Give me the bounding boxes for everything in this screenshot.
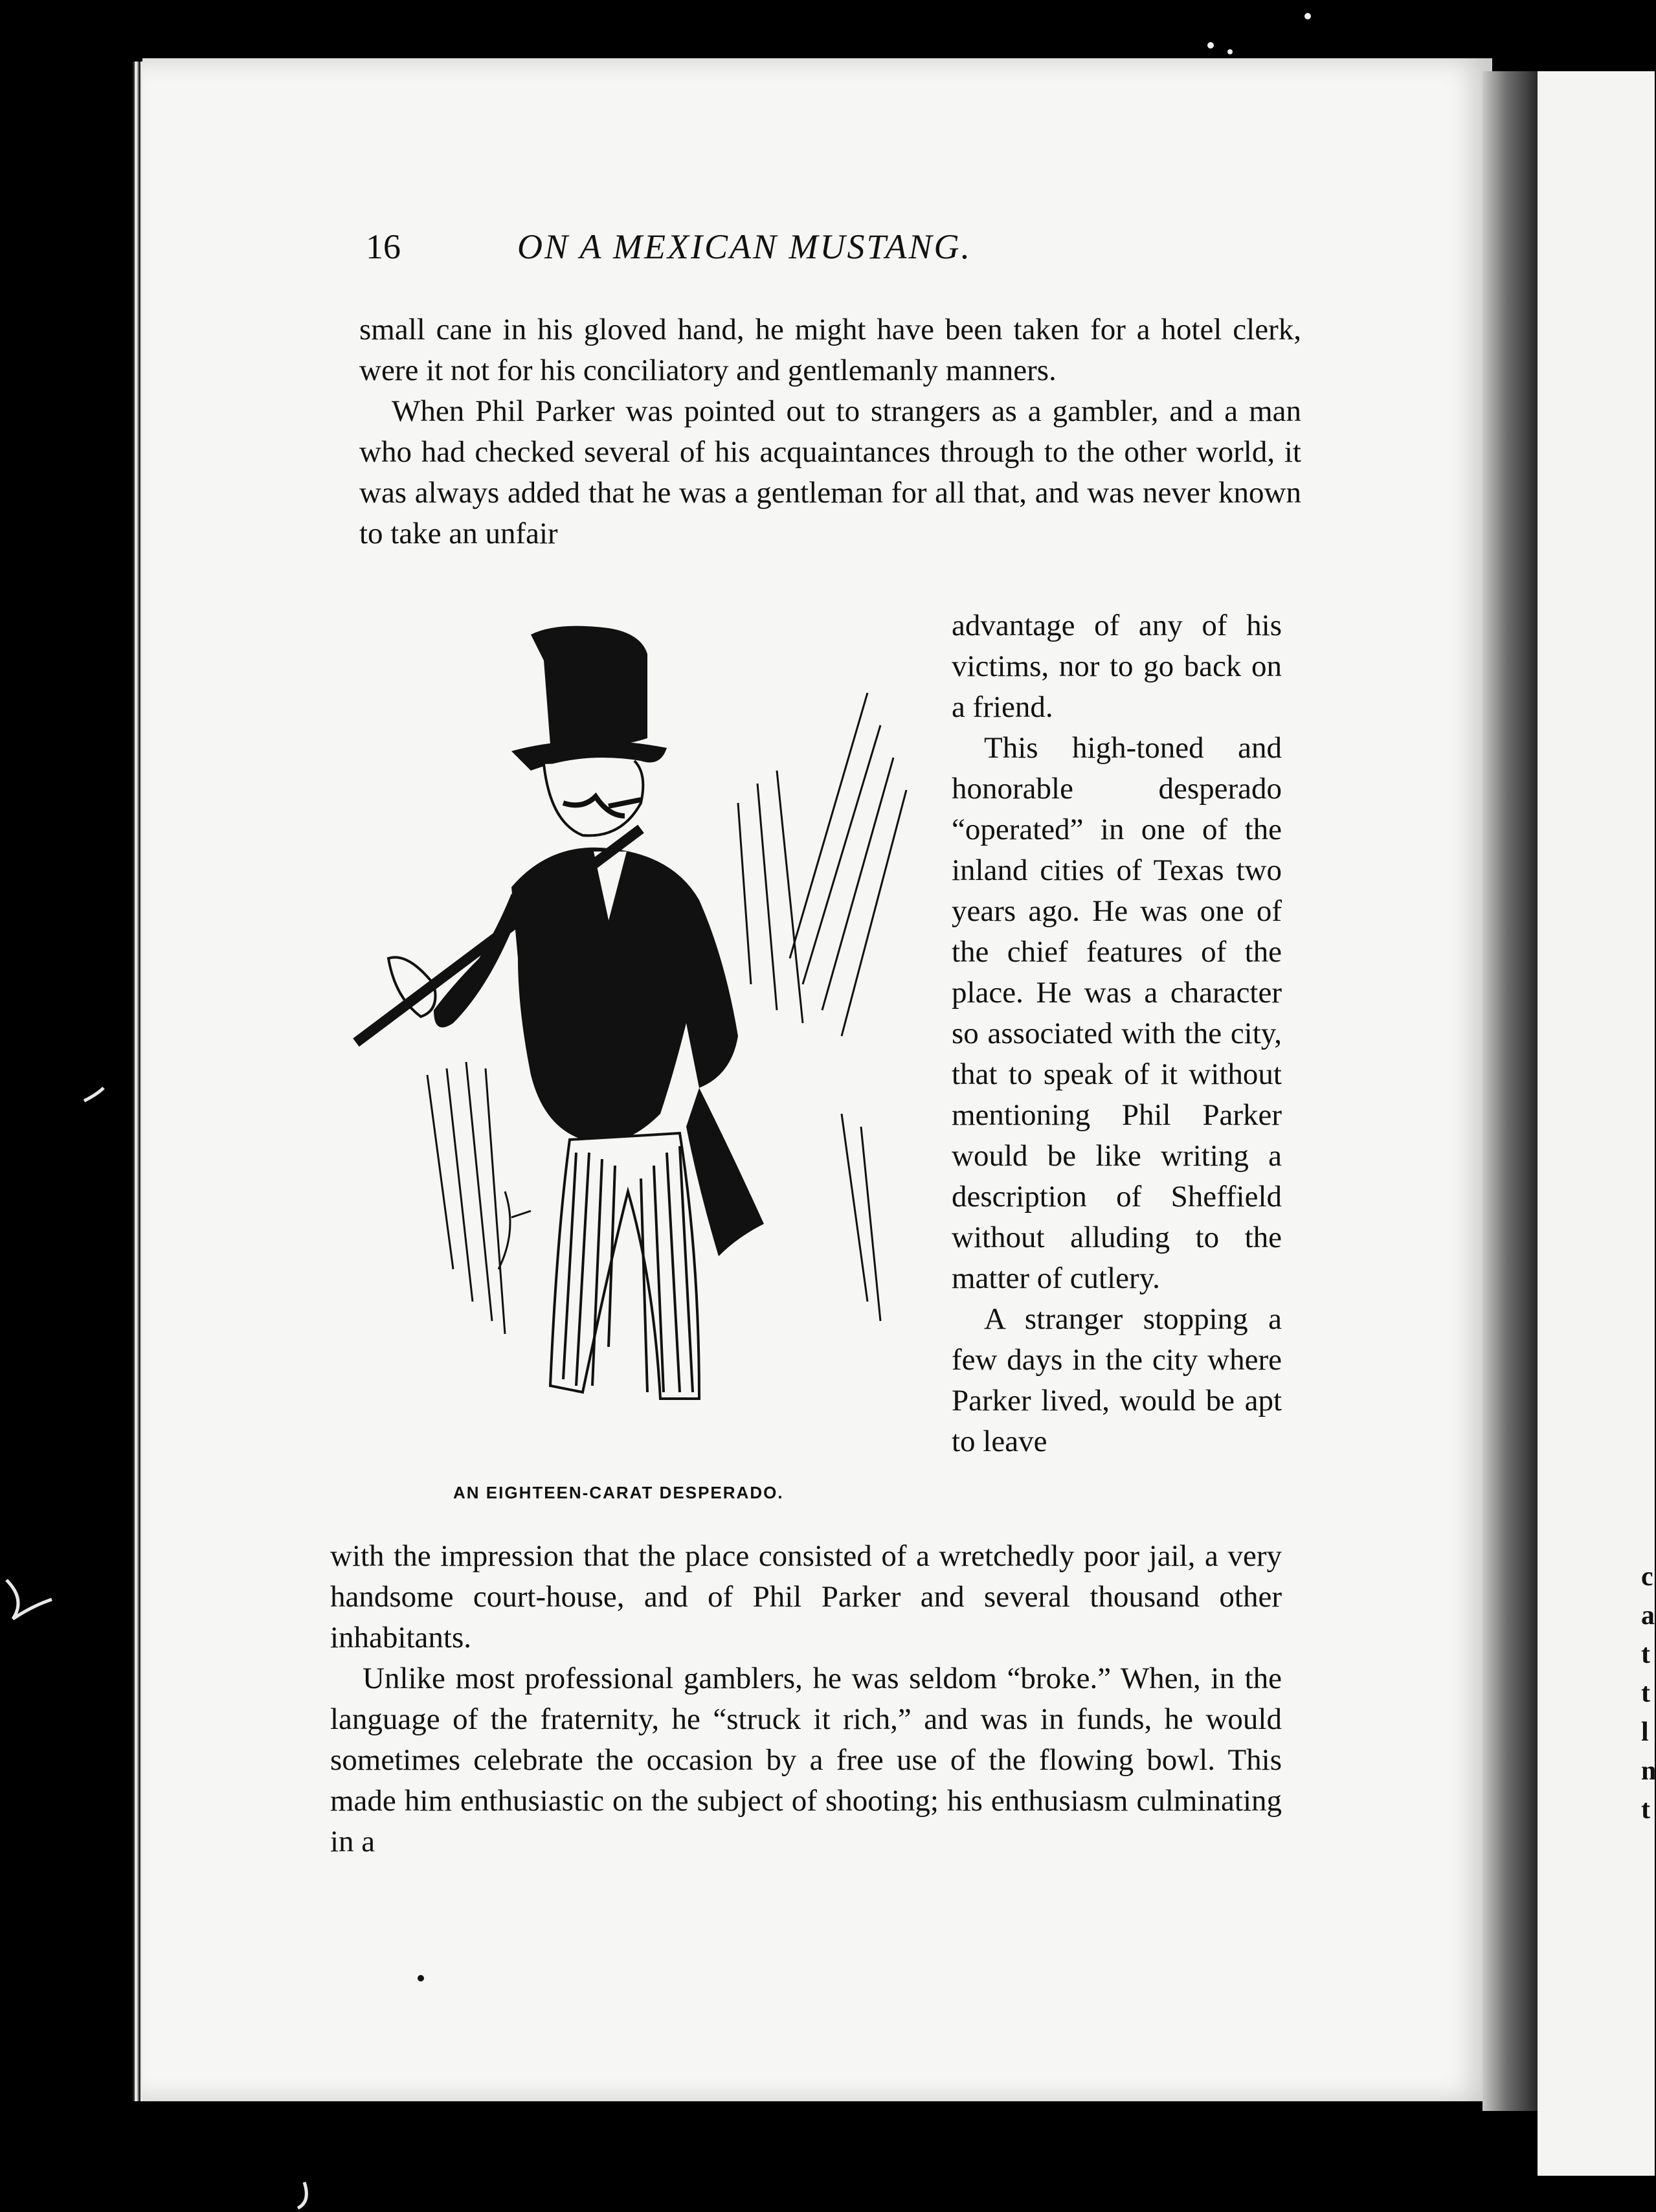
figure-caption: AN EIGHTEEN-CARAT DESPERADO. — [453, 1483, 784, 1502]
paragraph: A stranger stopping a few days in the city where Parker lived, would be apt to leave — [952, 1302, 1282, 1458]
running-head: ON A MEXICAN MUSTANG. — [517, 227, 972, 266]
paragraph: with the impression that the place consisted of a wretchedly poor jail, a very handsome court-house, and of Phil Parker and several thousand other inhabitants. — [330, 1539, 1282, 1654]
engraving-icon — [337, 622, 919, 1489]
paragraph: When Phil Parker was pointed out to strangers as a gambler, and a man who had checked several of his acquaintances through to the other world, it was always added that he was a gentleman for all that, and was never known to take an unfair — [359, 394, 1301, 550]
right-page-letter: a — [1641, 1601, 1655, 1631]
right-page-letter: t — [1641, 1795, 1650, 1825]
right-page-letter: n — [1641, 1756, 1656, 1786]
right-page-letters — [1641, 1557, 1655, 1829]
right-page — [1538, 71, 1655, 2176]
page-number: 16 — [366, 227, 401, 266]
man-in-top-hat-illustration — [337, 622, 919, 1489]
right-page-letter: c — [1641, 1562, 1653, 1592]
right-page-letter: t — [1641, 1678, 1650, 1708]
paragraph: Unlike most professional gamblers, he was seldom “broke.” When, in the language of the fraternity, he “struck it rich,” and was in funds, he would sometimes celebrate the occasion by a free use of the flowing bowl. This made him enthusiastic on the subject of shooting; his enthusiasm culminating in a — [330, 1662, 1282, 1858]
text-block-beside-figure — [952, 605, 1282, 1462]
paragraph: advantage of any of his victims, nor to go back on a friend. — [952, 609, 1282, 724]
paragraph: This high-toned and honorable desperado “operated” in one of the inland cities of Texas two years ago. He was one of the chief features of the place. He was a character so associated with the city, that to speak of it without mentioning Phil Parker would be like writing a description of Sheffield without alluding to the matter of cutlery. — [952, 731, 1282, 1295]
book-gutter — [1483, 71, 1544, 2111]
right-page-letter: l — [1641, 1717, 1649, 1747]
text-block-top — [359, 310, 1301, 554]
text-block-bottom — [330, 1536, 1282, 1862]
paragraph: small cane in his gloved hand, he might have been taken for a hotel clerk, were it not for his conciliatory and gentlemanly manners. — [359, 313, 1301, 387]
right-page-letter: t — [1641, 1640, 1650, 1669]
